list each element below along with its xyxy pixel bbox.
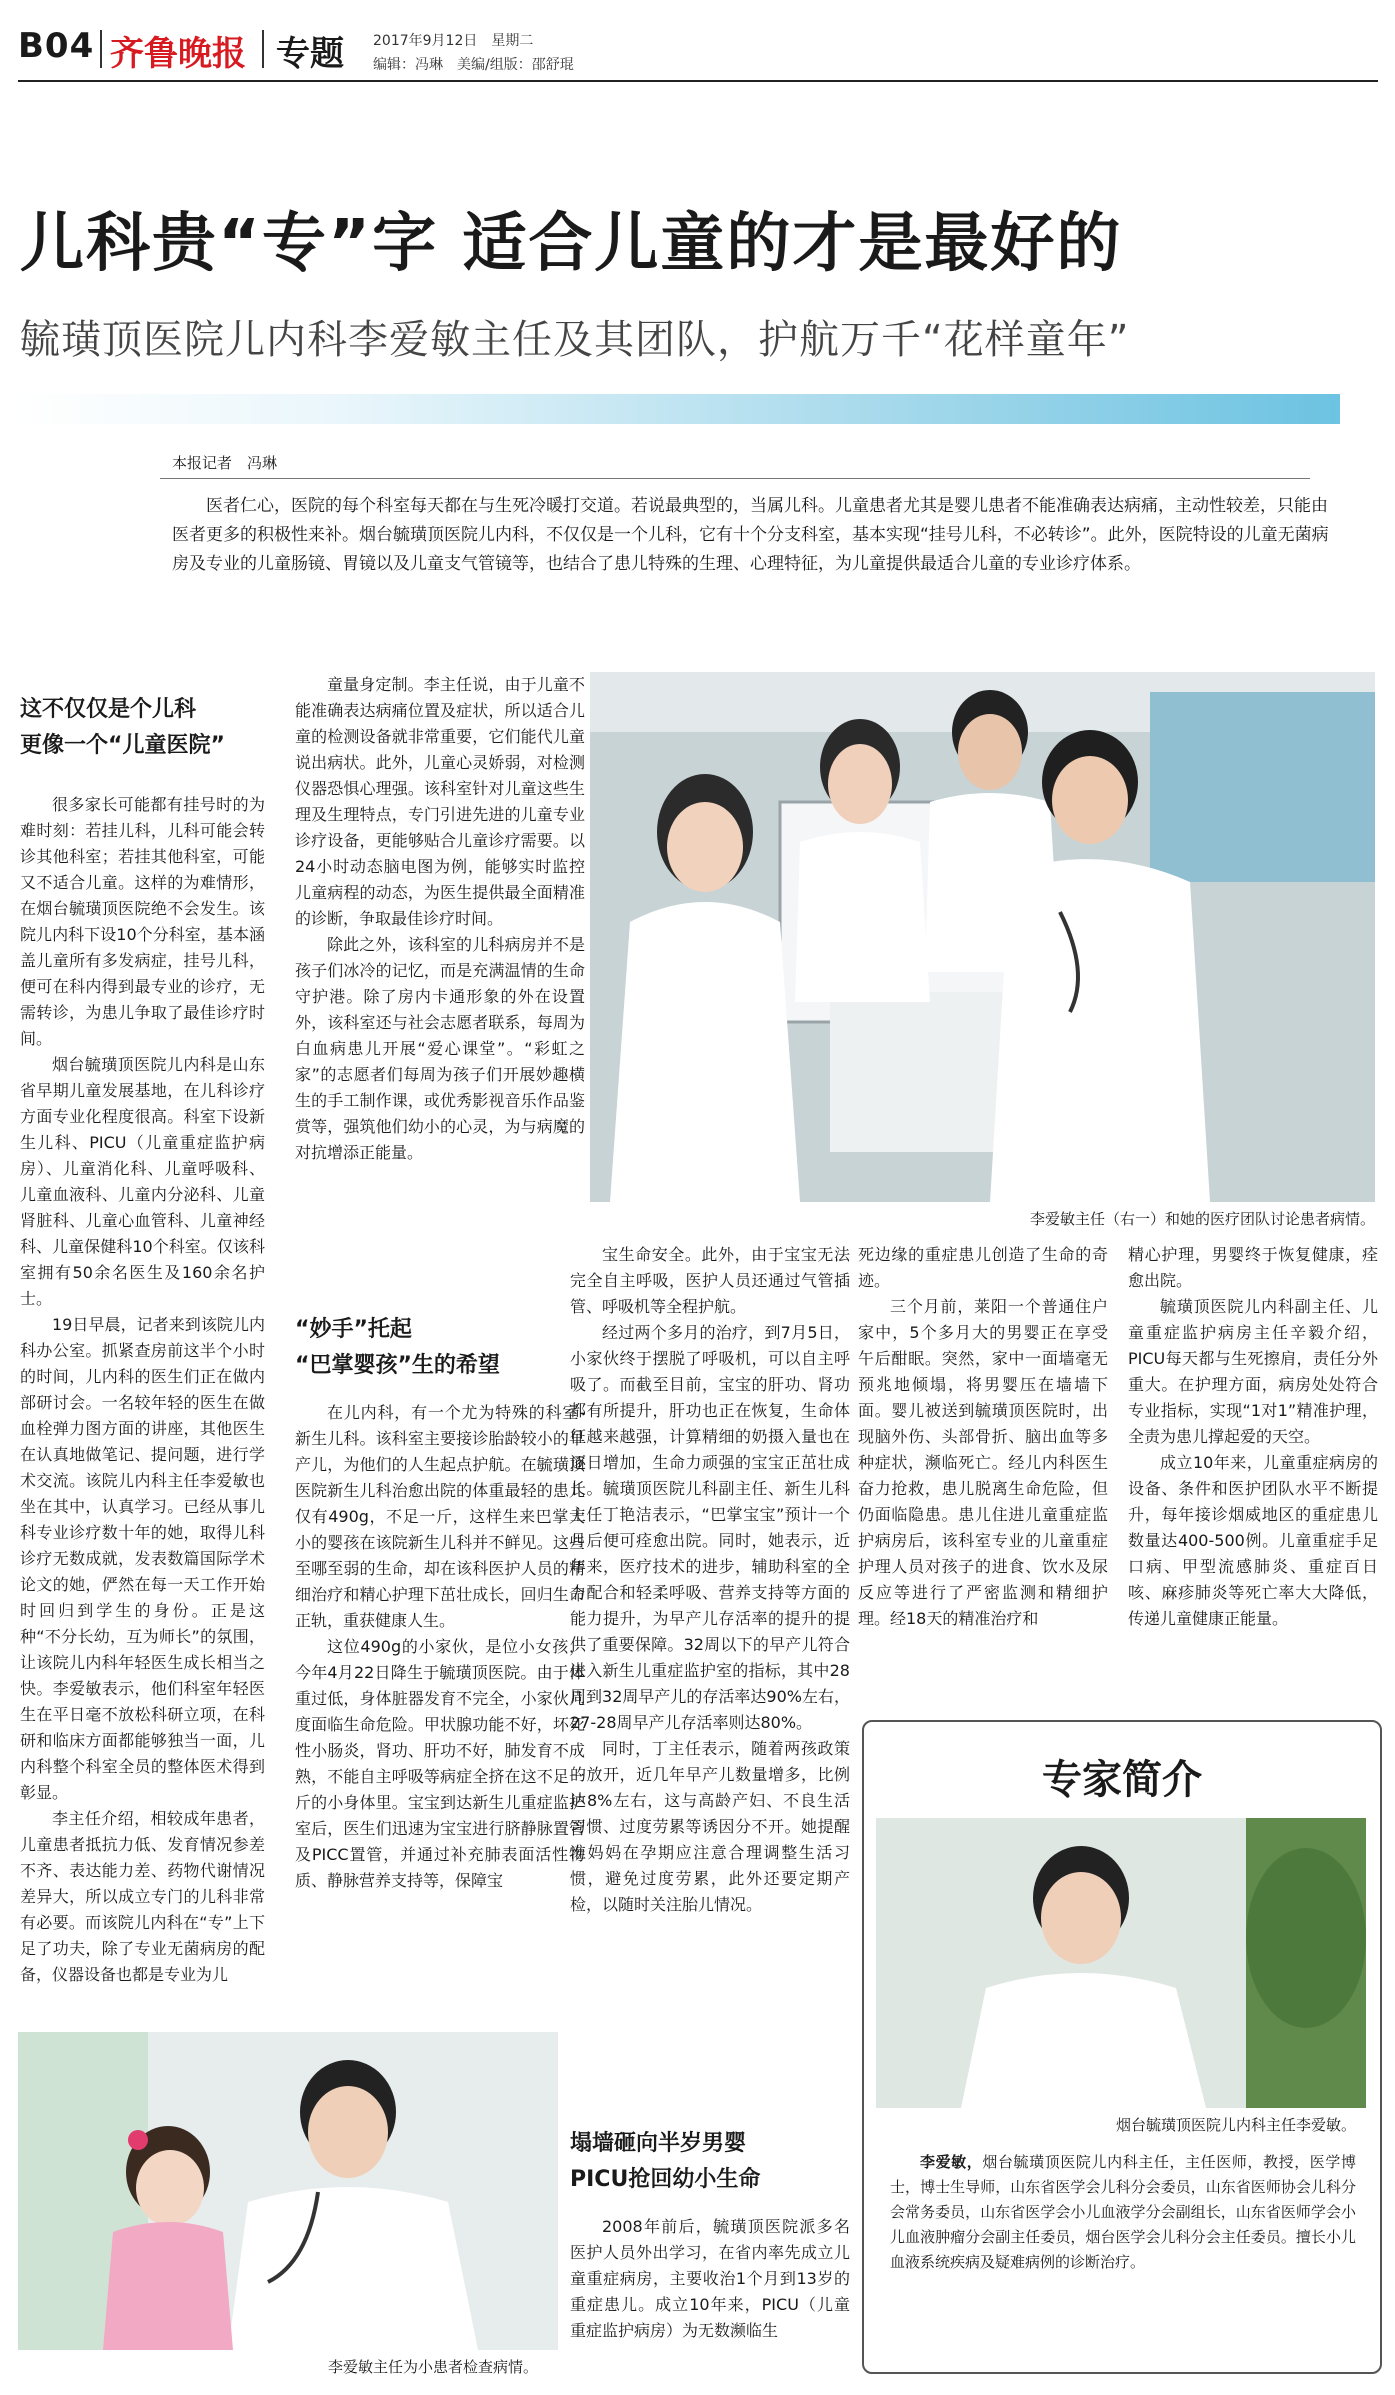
exam-photo [18,2032,558,2350]
paragraph: 烟台毓璜顶医院儿内科是山东省早期儿童发展基地，在儿科诊疗方面专业化程度很高。科室下设新生儿科、PICU（儿童重症监护病房）、儿童消化科、儿童呼吸科、儿童血液科、儿童内分泌科、儿童肾脏科、儿童心血管科、儿童神经科、儿童保健科10个科室。仅该科室拥有50余名医生及160余名护士。 [20,1055,265,1308]
section2-heading [295,1312,585,1384]
subheadline: 毓璜顶医院儿内科李爱敏主任及其团队，护航万千“花样童年” [20,317,1130,363]
exam-photo-illustration [18,2032,558,2350]
section-name: 专题 [276,34,344,74]
section3-title-line1: 塌墙砸向半岁男婴 [570,2131,747,2156]
masthead-rule [18,80,1378,82]
masthead-divider [100,30,102,68]
paragraph: 除此之外，该科室的儿科病房并不是孩子们冰冷的记忆，而是充满温情的生命守护港。除了房内卡通形象的外在设置外，该科室还与社会志愿者联系，每周为白血病患儿开展“爱心课堂”。“彩虹之家”的志愿者们每周为孩子们开展妙趣横生的手工制作课，或优秀影视音乐作品鉴赏等，强筑他们幼小的心灵，为与病魔的对抗增添正能量。 [295,935,585,1162]
issue-date: 2017年9月12日 星期二 [373,33,534,49]
expert-bio [890,2150,1356,2275]
byline-rule [160,478,1310,479]
byline: 本报记者 冯琳 [172,454,278,472]
team-photo [590,672,1375,1202]
lead-paragraph: 医者仁心，医院的每个科室每天都在与生死冷暖打交道。若说最典型的，当属儿科。儿童患者尤其是婴儿患者不能准确表达病痛，主动性较差，只能由医者更多的积极性来补。烟台毓璜顶医院儿内科，不仅仅是一个儿科，它有十个分支科室，基本实现“挂号儿科，不必转诊”。此外，医院特设的儿童无菌病房及专业的儿童肠镜、胃镜以及儿童支气管镜等，也结合了患儿特殊的生理、心理特征，为儿童提供最适合儿童的专业诊疗体系。 [172,496,1329,574]
article-column-2 [295,672,585,1298]
page-number: B04 [18,26,95,66]
editor-credits: 编辑：冯琳 美编/组版：邵舒琨 [373,57,574,73]
paragraph: 很多家长可能都有挂号时的为难时刻：若挂儿科，儿科可能会转诊其他科室；若挂其他科室，可能又不适合儿童。这样的为难情形，在烟台毓璜顶医院绝不会发生。该院儿内科下设10个分科室，基本涵盖儿童所有多发病症，挂号儿科，便可在科内得到最专业的诊疗，无需转诊，为患儿争取了最佳诊疗时间。 [20,795,265,1048]
expert-box-title: 专家简介 [1042,1757,1202,1803]
article-column-3b [570,2214,850,2374]
section1-title-line2: 更像一个“儿童医院” [20,733,225,758]
expert-portrait-illustration [876,1818,1366,2108]
masthead [18,18,1378,74]
newspaper-logo: 齐鲁晚报 [110,34,246,74]
paragraph: 精心护理，男婴终于恢复健康，痊愈出院。 [1128,1245,1378,1290]
paragraph: 2008年前后，毓璜顶医院派多名医护人员外出学习，在省内率先成立儿童重症病房，主要收治1个月到13岁的重症患儿。成立10年来，PICU（儿童重症监护病房）为无数濒临生 [570,2217,850,2340]
expert-photo-caption: 烟台毓璜顶医院儿内科主任李爱敏。 [1115,2116,1356,2134]
paragraph: 三个月前，莱阳一个普通住户家中，5个多月大的男婴正在享受午后酣眠。突然，家中一面墙毫无预兆地倾塌，将男婴压在墙墙下面。婴儿被送到毓璜顶医院时，出现脑外伤、头部骨折、脑出血等多种症状，濒临死亡。经儿内科医生奋力抢救，患儿脱离生命危险，但仍面临隐患。患儿住进儿童重症监护病房后，该科室专业的儿童重症护理人员对孩子的进食、饮水及尿反应等进行了严密监测和精细护理。经18天的精准治疗和 [858,1297,1108,1628]
section1-title-line1: 这不仅仅是个儿科 [20,697,197,722]
masthead-divider [262,30,264,68]
headline: 儿科贵“专”字 适合儿童的才是最好的 [20,207,1123,281]
expert-profile-box [862,1720,1382,2374]
paragraph: 在儿内科，有一个尤为特殊的科室-新生儿科。该科室主要接诊胎龄较小的早产儿，为他们的人生起点护航。在毓璜顶医院新生儿科治愈出院的体重最轻的患儿仅有490g，不足一斤，这样生来巴掌大小的婴孩在该院新生儿科并不鲜见。这些至哪至弱的生命，却在该科医护人员的精细治疗和精心护理下茁壮成长，回归生命正轨，重获健康人生。 [295,1403,585,1630]
section3-heading [570,2126,850,2198]
section2-title-line2: “巴掌婴孩”生的希望 [295,1353,500,1378]
team-photo-caption: 李爱敏主任（右一）和她的医疗团队讨论患者病情。 [1029,1210,1375,1228]
paragraph: 经过两个多月的治疗，到7月5日，小家伙终于摆脱了呼吸机，可以自主呼吸了。而截至目前，宝宝的肝功、肾功都有所提升，肝功也正在恢复，生命体征越来越强，计算精细的奶摄入量也在逐日增加，生命力顽强的宝宝正茁壮成长。毓璜顶医院儿科副主任、新生儿科主任丁艳洁表示，“巴掌宝宝”预计一个月后便可痊愈出院。同时，她表示，近年来，医疗技术的进步，辅助科室的全力配合和轻柔呼吸、营养支持等方面的能力提升，为早产儿存活率的提升的提供了重要保障。32周以下的早产儿符合进入新生儿重症监护室的指标，其中28周到32周早产儿的存活率达90%左右，27-28周早产儿存活率则达80%。 [570,1323,850,1732]
paragraph: 童量身定制。李主任说，由于儿童不能准确表达病痛位置及症状，所以适合儿童的检测设备就非常重要，它们能代儿童说出病状。此外，儿童心灵娇弱，对检测仪器恐惧心理强。该科室针对儿童这些生理及生理特点，专门引进先进的儿童专业诊疗设备，更能够贴合儿童诊疗需要。以24小时动态脑电图为例，能够实时监控儿童病程的动态，为医生提供最全面精准的诊断，争取最佳诊疗时间。 [295,675,585,928]
decorative-stripe [15,394,1340,424]
expert-portrait [876,1818,1366,2108]
paragraph: 这位490g的小家伙，是位小女孩，今年4月22日降生于毓璜顶医院。由于体重过低，身体脏器发育不完全，小家伙几度面临生命危险。甲状腺功能不好，坏死性小肠炎，肾功、肝功不好，肺发育不成熟，不能自主呼吸等病症全挤在这不足一斤的小身体里。宝宝到达新生儿重症监护室后，医生们迅速为宝宝进行脐静脉置管及PICC置管，并通过补充肺表面活性物质、静脉营养支持等，保障宝 [295,1637,585,1890]
paragraph: 宝生命安全。此外，由于宝宝无法完全自主呼吸，医护人员还通过气管插管、呼吸机等全程护航。 [570,1245,850,1316]
paragraph: 死边缘的重症患儿创造了生命的奇迹。 [858,1245,1108,1290]
paragraph: 同时，丁主任表示，随着两孩政策的放开，近几年早产儿数量增多，比例达8%左右，这与高龄产妇、不良生活习惯、过度劳累等诱因分不开。她提醒准妈妈在孕期应注意合理调整生活习惯，避免过度劳累，此外还要定期产检，以随时关注胎儿情况。 [570,1739,850,1914]
article-column-2b [295,1400,585,2022]
expert-bio-text: 烟台毓璜顶医院儿内科主任，主任医师，教授，医学博士，博士生导师，山东省医学会儿科分会委员，山东省医师协会儿科分会常务委员，山东省医学会小儿血液学分会副组长，山东省医师学会小儿血液肿瘤分会副主任委员，烟台医学会儿科分会主任委员。擅长小儿血液系统疾病及疑难病例的诊断治疗。 [890,2153,1356,2271]
exam-photo-caption: 李爱敏主任为小患者检查病情。 [327,2358,538,2376]
article-column-3 [570,1242,850,1932]
section1-heading [20,692,265,764]
article-column-5 [1128,1242,1378,1712]
section2-title-line1: “妙手”托起 [295,1317,412,1342]
paragraph: 李主任介绍，相较成年患者，儿童患者抵抗力低、发育情况参差不齐、表达能力差、药物代谢情况差异大，所以成立专门的儿科非常有必要。而该院儿内科在“专”上下足了功夫，除了专业无菌病房的配备，仪器设备也都是专业为儿 [20,1809,265,1984]
paragraph: 毓璜顶医院儿内科副主任、儿童重症监护病房主任辛毅介绍，PICU每天都与生死擦肩，责任分外重大。在护理方面，病房处处符合专业指标，实现“1对1”精准护理，全责为患儿撑起爱的天空。 [1128,1297,1378,1446]
section3-title-line2: PICU抢回幼小生命 [570,2167,761,2192]
article-column-4 [858,1242,1108,1712]
article-column-1 [20,792,265,2020]
paragraph: 19日早晨，记者来到该院儿内科办公室。抓紧查房前这半个小时的时间，儿内科的医生们正在做内部研讨会。一名较年轻的医生在做血栓弹力图方面的讲座，其他医生在认真地做笔记、提问题，进行学术交流。该院儿内科主任李爱敏也坐在其中，认真学习。已经从事儿科专业诊疗数十年的她，取得儿科诊疗无数成就，发表数篇国际学术论文的她，俨然在每一天工作开始时回归到学生的身份。正是这种“不分长幼，互为师长”的氛围，让该院儿内科年轻医生成长相当之快。李爱敏表示，他们科室年轻医生在平日毫不放松科研立项，在科研和临床方面都能够独当一面，儿内科整个科室全员的整体医术得到彰显。 [20,1315,265,1802]
paragraph: 成立10年来，儿童重症病房的设备、条件和医护团队水平不断提升，每年接诊烟威地区的重症患儿数量达400-500例。儿童重症手足口病、甲型流感肺炎、重症百日咳、麻疹肺炎等死亡率大大降低，传递儿童健康正能量。 [1128,1453,1378,1628]
team-photo-illustration [590,672,1375,1202]
expert-name: 李爱敏， [920,2153,983,2171]
